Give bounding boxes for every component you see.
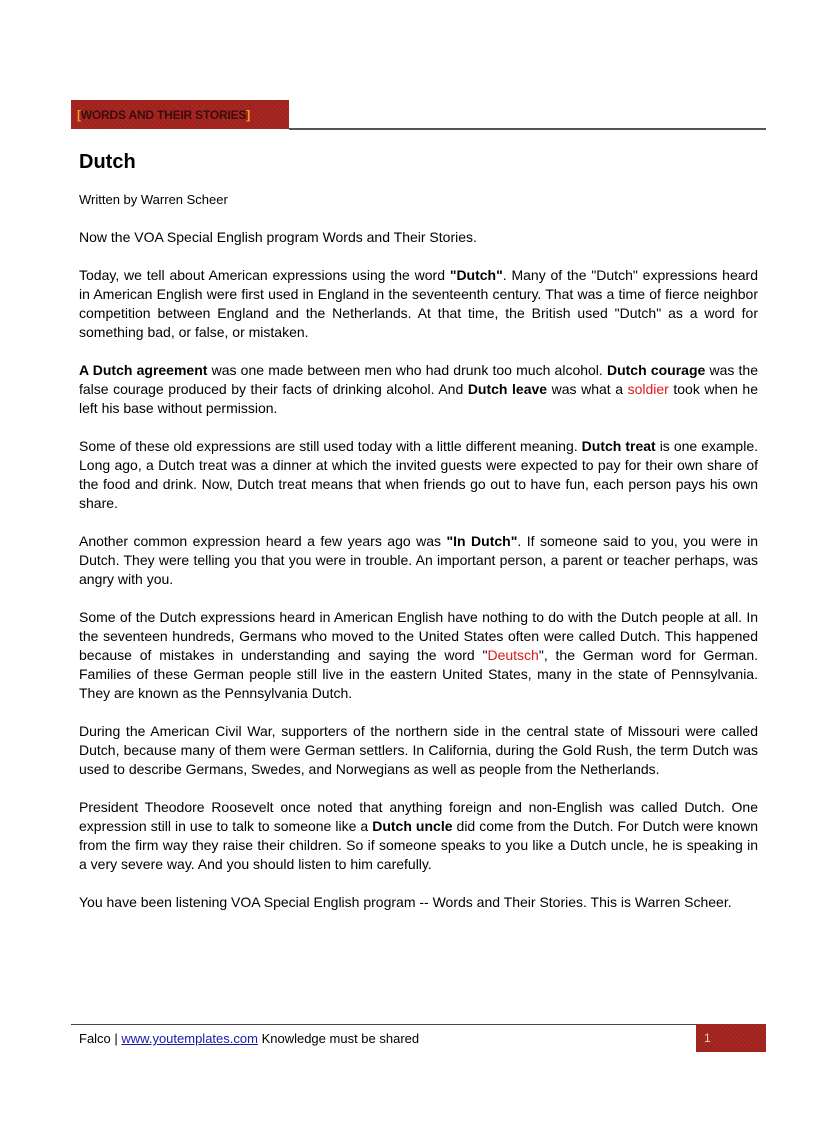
paragraph-1: Today, we tell about American expressions using the word "Dutch". Many of the "Dutch" expressions heard in American English were first used in England in the seventeenth century. That was a time of fierce neighbor competition between England and the Netherlands. At that time, the British used "Dutch" as a word for something bad, or false, or mistaken. [79, 267, 758, 340]
paragraph-3: Some of these old expressions are still used today with a little different meaning. Dutch treat is one example. Long ago, a Dutch treat was a dinner at which the invited guests were expected to pay for their own share of the food and drink. Now, Dutch treat means that when friends go out to have fun, each person pays his own share. [79, 438, 759, 511]
deutsch-link[interactable]: Deutsch [487, 647, 539, 663]
soldier-link[interactable]: soldier [627, 381, 669, 397]
header-divider [289, 128, 766, 130]
page-number-badge [696, 1024, 766, 1052]
page-title: Dutch [79, 151, 136, 173]
header-bracket-open: [ [77, 107, 81, 122]
footer-brand: Falco | [79, 1031, 122, 1046]
footer-link[interactable]: www.youtemplates.com [121, 1031, 258, 1046]
header-bracket-close: ] [246, 107, 251, 122]
author-line: Written by Warren Scheer [79, 192, 228, 207]
paragraph-5: Some of the Dutch expressions heard in American English have nothing to do with the Dutch people at all. In the seventeen hundreds, Germans who moved to the United States often were called Dutch. This happened because of mistakes in understanding and saying the word "Deutsch", the German word for German. Families of these German people still live in the eastern United States, many in the state of Pennsylvania. They are known as the Pennsylvania Dutch. [79, 609, 758, 701]
header-label: WORDS AND THEIR STORIES [80, 107, 247, 122]
article-body [79, 148, 758, 912]
page-number: 1 [704, 1031, 711, 1045]
footer-divider [71, 1024, 696, 1025]
paragraph-2: A Dutch agreement was one made between men who had drunk too much alcohol. Dutch courage was the false courage produced by their facts of drinking alcohol. And Dutch leave was what a soldier took when he left his base without permission. [79, 362, 759, 416]
paragraph-4: Another common expression heard a few years ago was "In Dutch". If someone said to you, you were in Dutch. They were telling you that you were in trouble. An important person, a parent or teacher perhaps, was angry with you. [79, 533, 758, 587]
paragraph-7: President Theodore Roosevelt once noted that anything foreign and non-English was called Dutch. One expression still in use to talk to someone like a Dutch uncle did come from the Dutch. For Dutch were known from the firm way they raise their children. So if someone speaks to you like a Dutch uncle, he is speaking in a very severe way. And you should listen to him carefully. [79, 799, 759, 872]
footer-tagline: Knowledge must be shared [257, 1031, 420, 1046]
footer [79, 1031, 419, 1047]
intro-paragraph: Now the VOA Special English program Words and Their Stories. [79, 229, 477, 245]
section-header-tab [71, 100, 289, 129]
closing-paragraph: You have been listening VOA Special English program -- Words and Their Stories. This is Warren Scheer. [79, 894, 732, 910]
paragraph-6: During the American Civil War, supporters of the northern side in the central state of Missouri were called Dutch, because many of them were German settlers. In California, during the Gold Rush, the term Dutch was used to describe Germans, Swedes, and Norwegians as well as people from the Netherlands. [79, 723, 758, 777]
